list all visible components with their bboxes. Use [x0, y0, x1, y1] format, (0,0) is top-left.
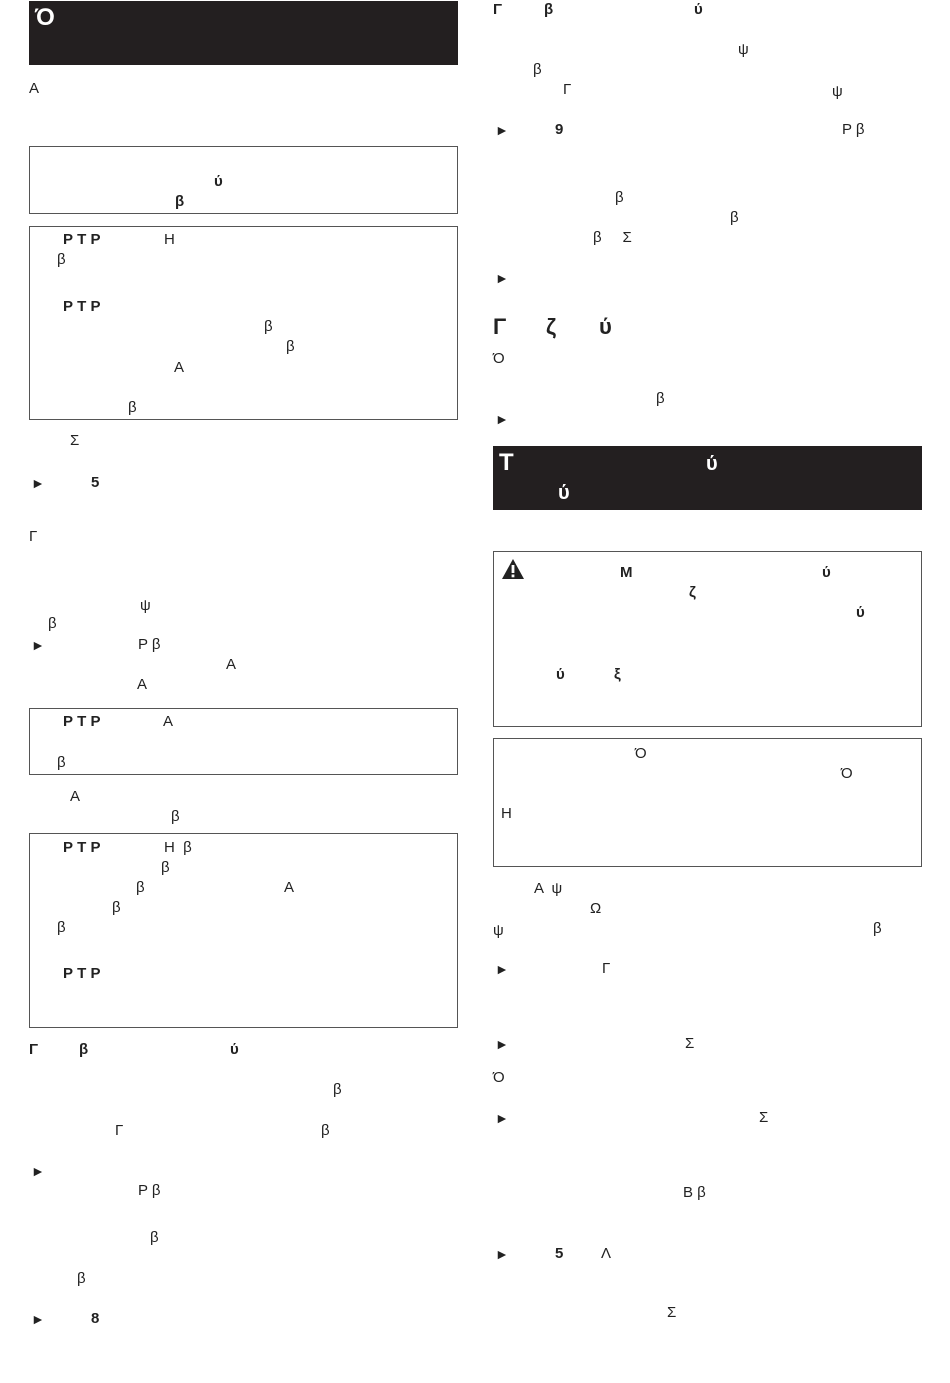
note-text: β	[286, 338, 295, 355]
step-marker-icon: ►	[31, 475, 45, 491]
section-header-right	[493, 446, 922, 510]
paragraph-text: β	[321, 1122, 330, 1139]
note-box-1	[29, 226, 458, 420]
note-label: Ρ Τ Ρ	[63, 231, 101, 248]
note-text: β	[128, 399, 137, 416]
paragraph-text: Γ	[115, 1122, 124, 1139]
note-text: Η	[501, 805, 512, 822]
step-text: Ρ β	[138, 1182, 161, 1199]
note-box-3	[29, 833, 458, 1028]
paragraph-text: Σ	[70, 432, 80, 449]
note-text: β	[57, 919, 66, 936]
note-box-right	[493, 738, 922, 867]
section-title-part: ύ	[558, 482, 570, 504]
subheading-part: Γ	[29, 1041, 39, 1058]
heading-part: ζ	[546, 314, 557, 339]
paragraph-text: ψ	[738, 41, 749, 58]
notice-box-1-line-2: β	[175, 193, 185, 210]
paragraph-text: β	[150, 1229, 159, 1246]
note-text: β	[112, 899, 121, 916]
step-marker-icon: ►	[495, 961, 509, 977]
warning-text: ύ	[556, 666, 565, 683]
paragraph-text: β	[48, 615, 57, 632]
note-text: Ό	[635, 745, 647, 762]
note-text: β	[136, 879, 145, 896]
note-text: β	[57, 754, 66, 771]
paragraph-text: Ό	[493, 1069, 505, 1086]
notice-box-1-line-1: ύ	[214, 173, 223, 190]
step-marker-icon: ►	[31, 1163, 45, 1179]
note-text: Α	[163, 713, 174, 730]
step-text: Σ	[685, 1035, 695, 1052]
note-label: Ρ Τ Ρ	[63, 965, 101, 982]
note-text: β	[264, 318, 273, 335]
step-text: Σ	[759, 1109, 769, 1126]
warning-text: Μ	[620, 564, 633, 581]
section-title-part: Τ	[499, 449, 514, 476]
warning-triangle-icon	[501, 558, 525, 580]
step-marker-icon: ►	[495, 122, 509, 138]
warning-box	[493, 551, 922, 727]
heading-part: ύ	[599, 314, 612, 339]
paragraph-text: β	[656, 390, 665, 407]
note-label: Ρ Τ Ρ	[63, 298, 101, 315]
paragraph-text: Α ψ	[534, 880, 563, 897]
step-marker-icon: ►	[495, 411, 509, 427]
note-box-2	[29, 708, 458, 775]
warning-text: ζ	[689, 584, 696, 601]
note-label: Ρ Τ Ρ	[63, 713, 101, 730]
note-text: Ό	[841, 765, 853, 782]
subheading-part: β	[79, 1041, 89, 1058]
section-header-left	[29, 1, 458, 65]
notice-box-1	[29, 146, 458, 214]
warning-text: ύ	[822, 564, 831, 581]
step-number: 8	[91, 1310, 100, 1327]
intro-text: Α	[29, 80, 40, 97]
step-text: Ρ β	[138, 636, 161, 653]
section-title: Ό	[35, 4, 55, 31]
paragraph-text: β	[533, 61, 542, 78]
subheading-part: ύ	[694, 1, 703, 18]
section-title-part: ύ	[706, 453, 718, 475]
note-label: Ρ Τ Ρ	[63, 839, 101, 856]
paragraph-text: Β β	[683, 1184, 706, 1201]
step-number: 9	[555, 121, 564, 138]
step-text: Α	[226, 656, 237, 673]
paragraph-text: Α	[70, 788, 81, 805]
step-text: Γ	[602, 960, 611, 977]
step-marker-icon: ►	[495, 270, 509, 286]
paragraph-text: β	[171, 808, 180, 825]
note-text: β	[161, 859, 170, 876]
warning-text: ξ	[614, 666, 621, 683]
step-marker-icon: ►	[495, 1246, 509, 1262]
paragraph-text: Ό	[493, 350, 505, 367]
subheading-part: ύ	[230, 1041, 239, 1058]
paragraph-text: ψ	[493, 922, 504, 939]
paragraph-text: Ω	[590, 900, 602, 917]
step-marker-icon: ►	[31, 1311, 45, 1327]
subheading-part: Γ	[493, 1, 503, 18]
paragraph-text: β Σ	[593, 229, 632, 246]
note-text: Η	[164, 231, 175, 248]
step-marker-icon: ►	[31, 637, 45, 653]
paragraph-text: Σ	[667, 1304, 677, 1321]
step-number: 5	[555, 1245, 564, 1262]
paragraph-text: β	[77, 1270, 86, 1287]
step-marker-icon: ►	[495, 1110, 509, 1126]
step-text: Λ	[601, 1245, 612, 1262]
subheading-part: β	[544, 1, 554, 18]
step-number: 5	[91, 474, 100, 491]
warning-text: ύ	[856, 604, 865, 621]
paragraph-text: β	[333, 1081, 342, 1098]
step-marker-icon: ►	[495, 1036, 509, 1052]
heading-part: Γ	[493, 314, 507, 339]
paragraph-text: β	[615, 189, 624, 206]
paragraph-text: β	[873, 920, 882, 937]
paragraph-text: ψ	[140, 597, 151, 614]
note-text: Η β	[164, 839, 192, 856]
note-text: β	[57, 251, 66, 268]
note-text: Α	[284, 879, 295, 896]
step-text: Ρ β	[842, 121, 865, 138]
paragraph-text: Γ	[29, 528, 38, 545]
paragraph-text: Γ	[563, 81, 572, 98]
paragraph-text: β	[730, 209, 739, 226]
paragraph-text: ψ	[832, 83, 843, 100]
step-text: Α	[137, 676, 148, 693]
note-text: Α	[174, 359, 185, 376]
